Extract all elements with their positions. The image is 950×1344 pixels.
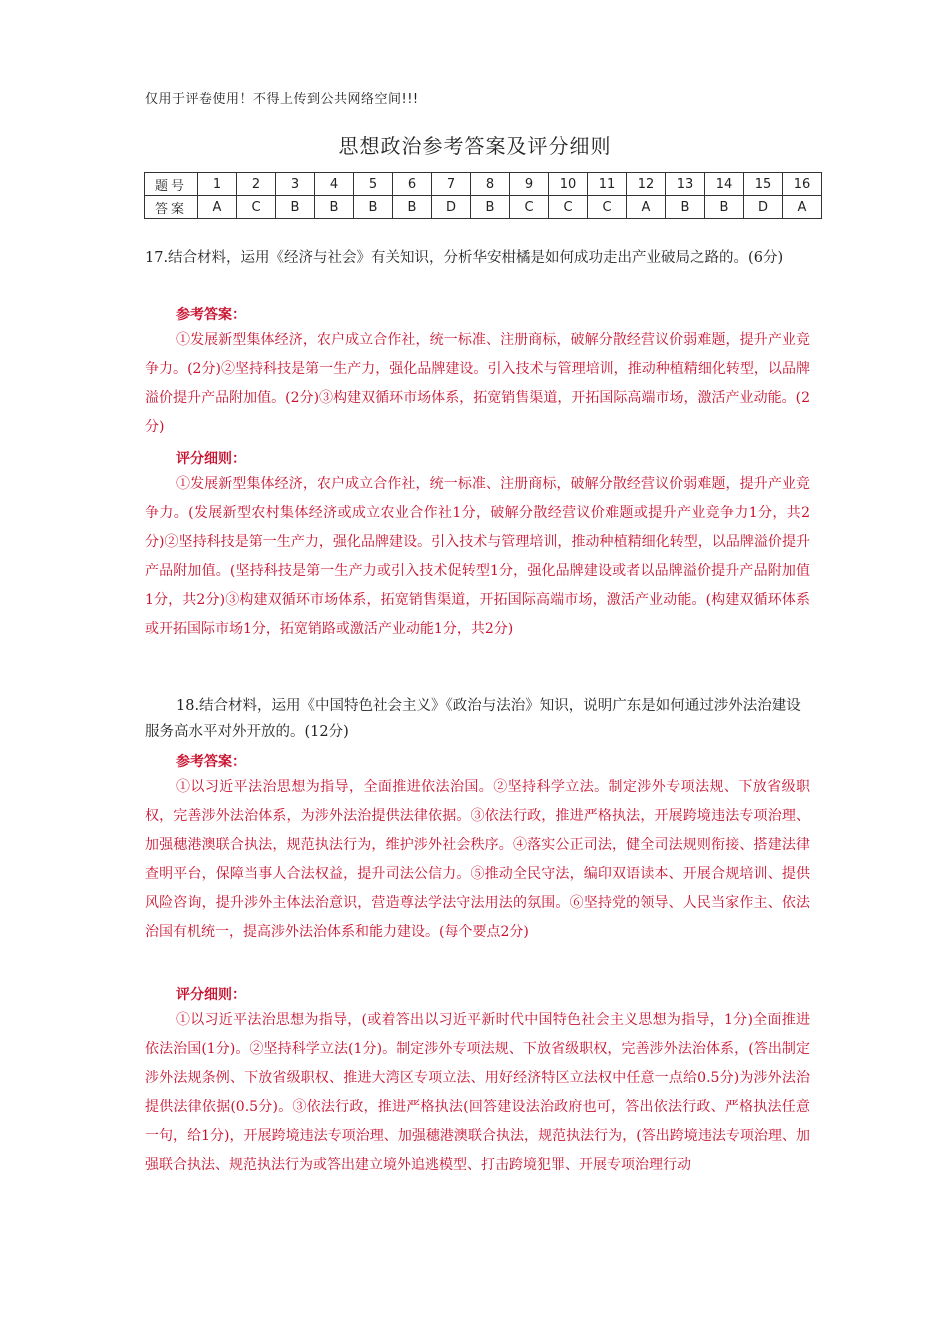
table-cell: B: [315, 196, 354, 219]
q18-reference-label: 参考答案：: [176, 754, 246, 770]
q18-rubric-label: 评分细则：: [176, 987, 246, 1003]
table-cell: 2: [237, 173, 276, 196]
q17-reference-answer: ①发展新型集体经济，农户成立合作社，统一标准、注册商标，破解分散经营议价弱难题，提升产业竞争力。(2分)②坚持科技是第一生产力，强化品牌建设。引入技术与管理培训，推动种植精细化转型，以品牌溢价提升产品附加值。(2分)③构建双循环市场体系，拓宽销售渠道，开拓国际高端市场，激活产业动能。(2分): [145, 332, 810, 435]
question-17: 17.结合材料，运用《经济与社会》有关知识，分析华安柑橘是如何成功走出产业破局之路的。(6分): [145, 250, 784, 266]
table-cell: A: [783, 196, 822, 219]
table-cell: 3: [276, 173, 315, 196]
q17-reference-label: 参考答案：: [176, 307, 246, 323]
table-row-numbers: [145, 173, 822, 196]
table-cell: D: [744, 196, 783, 219]
question-18: 18.结合材料，运用《中国特色社会主义》《政治与法治》知识，说明广东是如何通过涉外法治建设服务高水平对外开放的。(12分): [145, 698, 801, 740]
table-cell: 9: [510, 173, 549, 196]
table-cell: C: [588, 196, 627, 219]
table-cell: 15: [744, 173, 783, 196]
table-cell: 7: [432, 173, 471, 196]
table-header-cell: 答案: [145, 196, 198, 219]
table-cell: 11: [588, 173, 627, 196]
table-cell: 10: [549, 173, 588, 196]
table-cell: 8: [471, 173, 510, 196]
table-cell: A: [627, 196, 666, 219]
answer-key-table: [144, 172, 822, 219]
table-cell: C: [549, 196, 588, 219]
table-cell: 6: [393, 173, 432, 196]
table-cell: 4: [315, 173, 354, 196]
q17-rubric-label: 评分细则：: [176, 451, 246, 467]
table-cell: B: [705, 196, 744, 219]
q18-rubric-text: ①以习近平法治思想为指导，(或着答出以习近平新时代中国特色社会主义思想为指导，1分)全面推进依法治国(1分)。②坚持科学立法(1分)。制定涉外专项法规、下放省级职权，完善涉外法治体系，(答出制定涉外法规条例、下放省级职权、推进大湾区专项立法、用好经济特区立法权中任意一点给0.5分)为涉外法治提供法律依据(0.5分)。③依法行政，推进严格执法(回答建设法治政府也可，答出依法行政、严格执法任意一句，给1分)，开展跨境违法专项治理、加强穗港澳联合执法，规范执法行为，(答出跨境违法专项治理、加强联合执法、规范执法行为或答出建立境外追逃模型、打击跨境犯罪、开展专项治理行动: [145, 1012, 810, 1173]
table-cell: B: [354, 196, 393, 219]
table-cell: B: [393, 196, 432, 219]
page-title: 思想政治参考答案及评分细则: [338, 134, 612, 158]
table-cell: 1: [198, 173, 237, 196]
table-cell: 14: [705, 173, 744, 196]
table-row-answers: [145, 196, 822, 219]
table-cell: C: [237, 196, 276, 219]
table-cell: B: [276, 196, 315, 219]
table-cell: D: [432, 196, 471, 219]
table-header-cell: 题号: [145, 173, 198, 196]
table-cell: B: [471, 196, 510, 219]
table-cell: 16: [783, 173, 822, 196]
table-cell: 12: [627, 173, 666, 196]
table-cell: 13: [666, 173, 705, 196]
table-cell: A: [198, 196, 237, 219]
usage-notice: 仅用于评卷使用！不得上传到公共网络空间!!!: [145, 92, 419, 107]
table-cell: 5: [354, 173, 393, 196]
q18-reference-answer: ①以习近平法治思想为指导，全面推进依法治国。②坚持科学立法。制定涉外专项法规、下放省级职权，完善涉外法治体系，为涉外法治提供法律依据。③依法行政，推进严格执法，开展跨境违法专项治理、加强穗港澳联合执法，规范执法行为，维护涉外社会秩序。④落实公正司法，健全司法规则衔接、搭建法律查明平台，保障当事人合法权益，提升司法公信力。⑤推动全民守法，编印双语读本、开展合规培训、提供风险咨询，提升涉外主体法治意识，营造尊法学法守法用法的氛围。⑥坚持党的领导、人民当家作主、依法治国有机统一，提高涉外法治体系和能力建设。(每个要点2分): [145, 779, 810, 940]
table-cell: B: [666, 196, 705, 219]
q17-rubric-text: ①发展新型集体经济，农户成立合作社，统一标准、注册商标，破解分散经营议价弱难题，提升产业竞争力。(发展新型农村集体经济或成立农业合作社1分，破解分散经营议价难题或提升产业竞争力1分，共2分)②坚持科技是第一生产力，强化品牌建设。引入技术与管理培训，推动种植精细化转型，以品牌溢价提升产品附加值。(坚持科技是第一生产力或引入技术促转型1分，强化品牌建设或者以品牌溢价提升产品附加值1分，共2分)③构建双循环市场体系，拓宽销售渠道，开拓国际高端市场，激活产业动能。(构建双循环体系或开拓国际市场1分，拓宽销路或激活产业动能1分，共2分): [145, 476, 810, 637]
table-cell: C: [510, 196, 549, 219]
